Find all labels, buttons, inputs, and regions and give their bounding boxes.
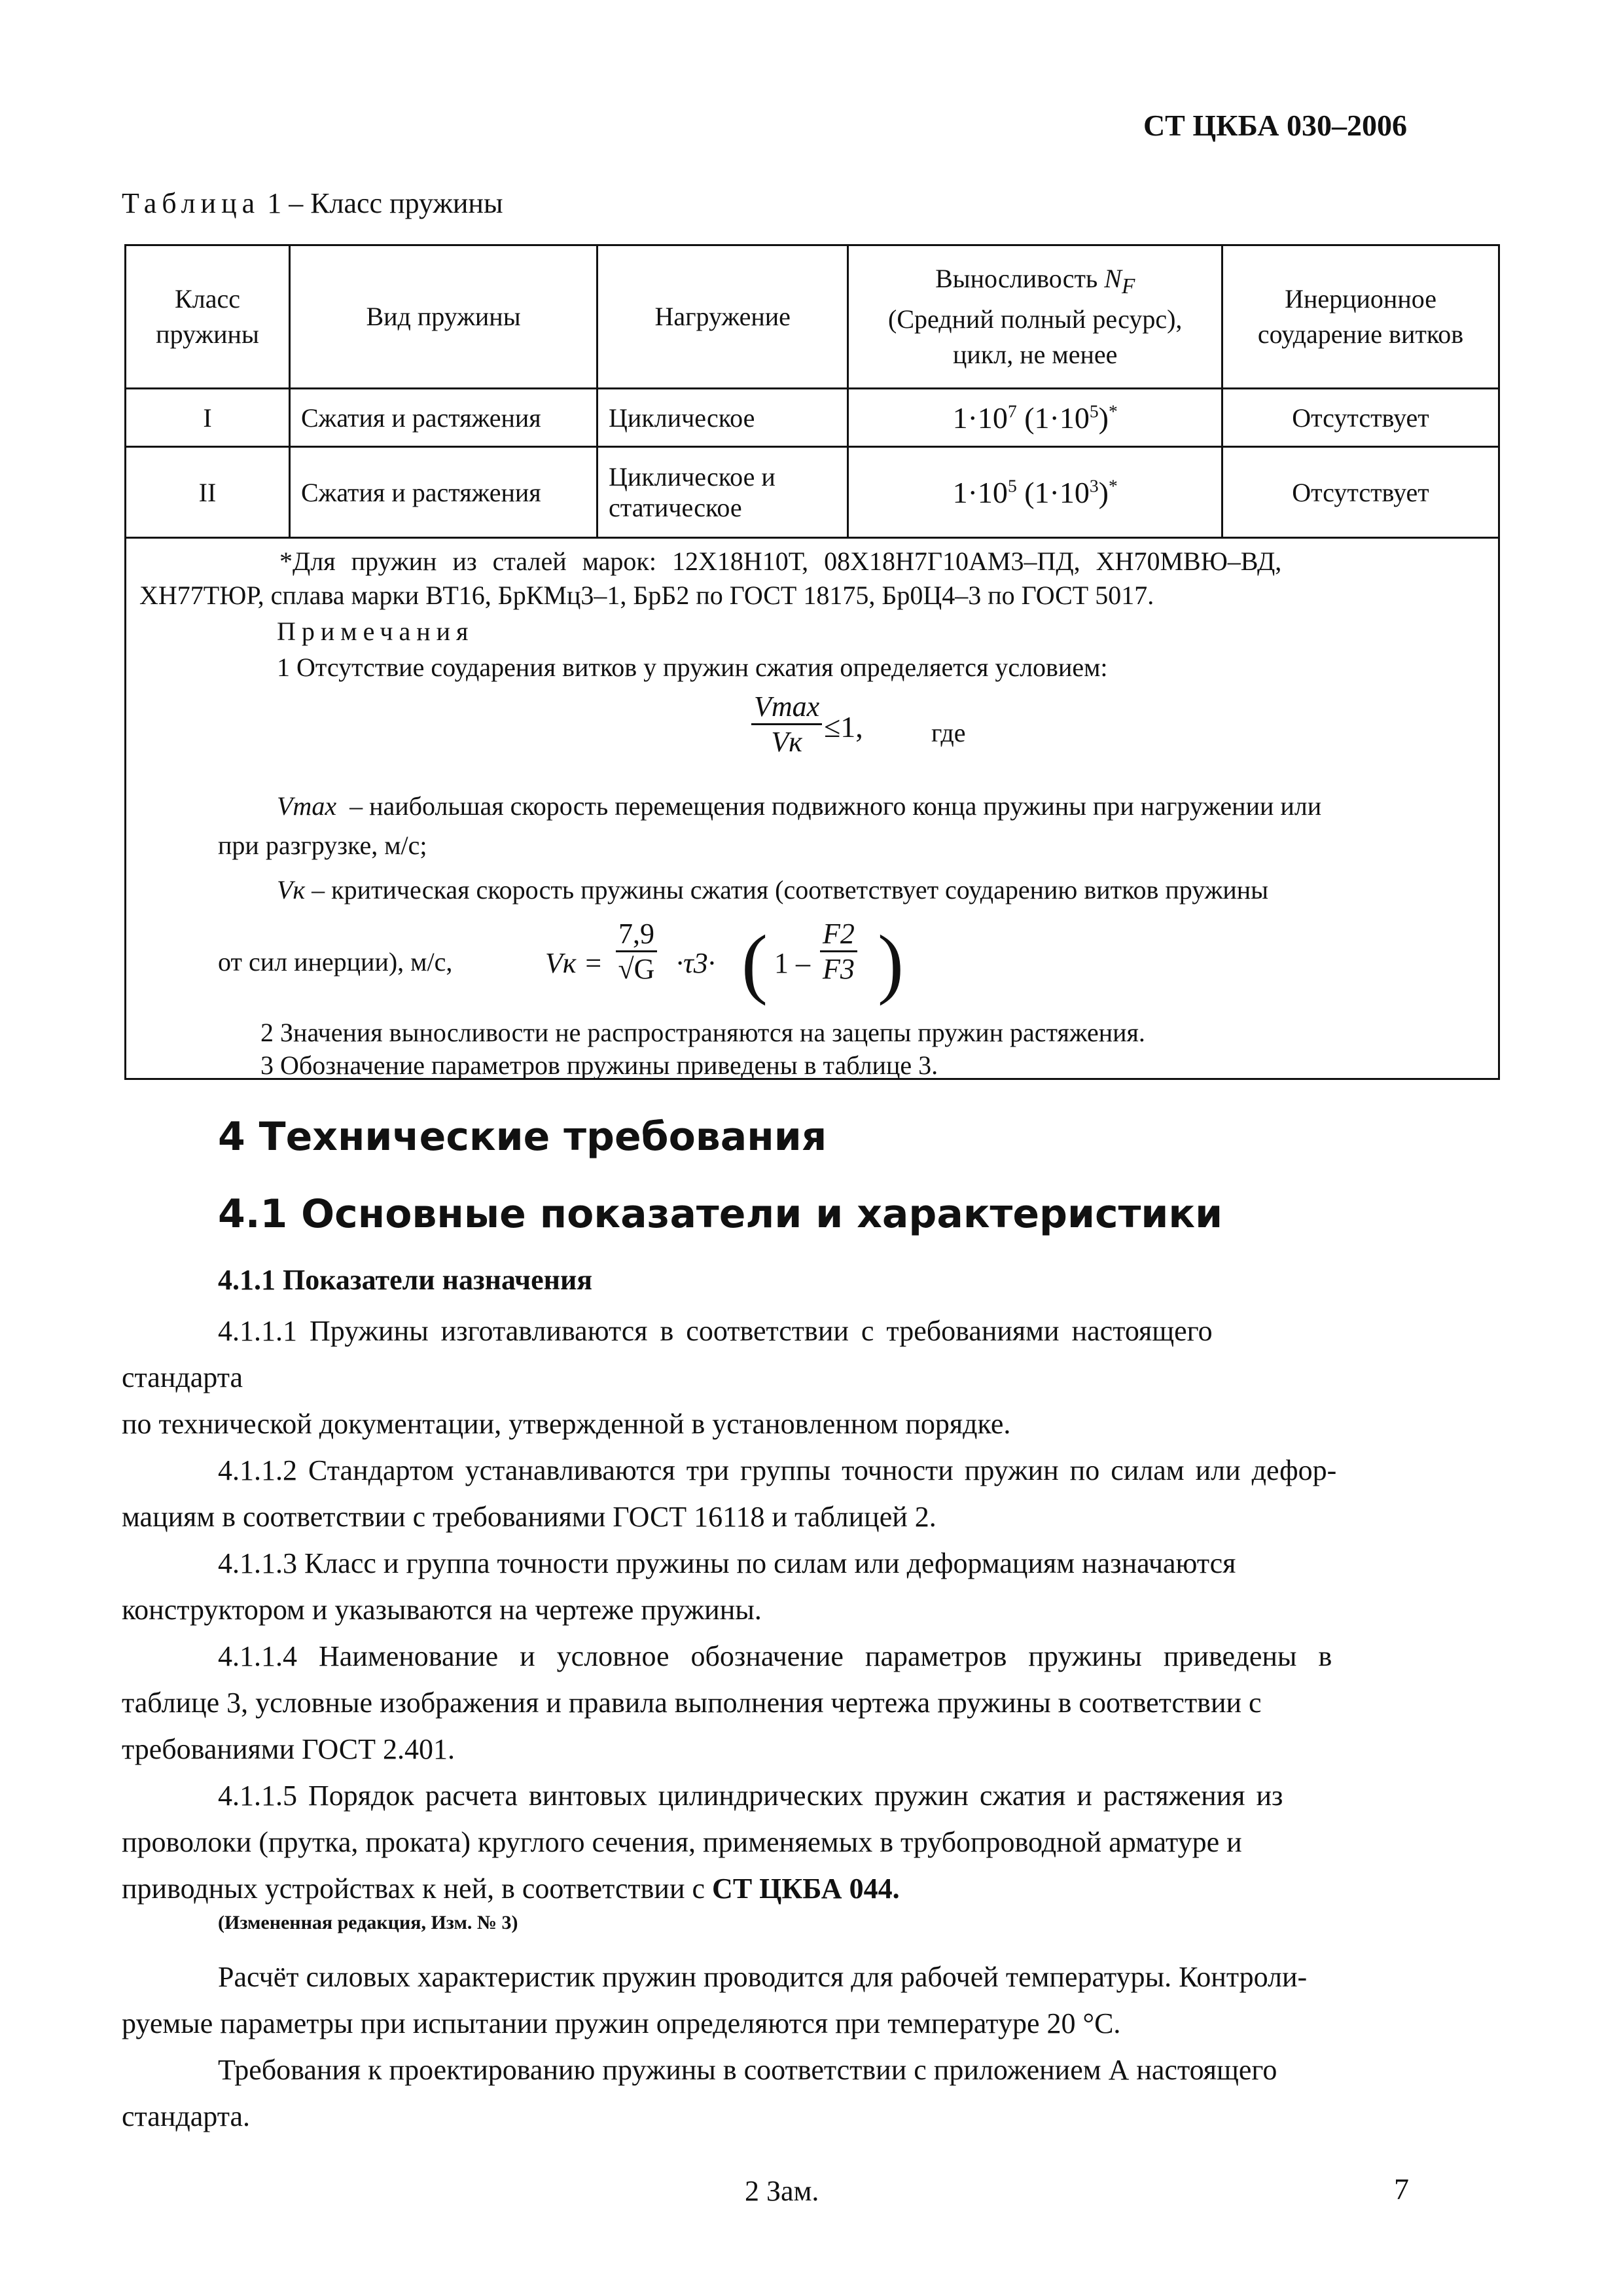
section-4-title: 4 Технические требования: [218, 1114, 827, 1160]
vk-lead: от сил инерции), м/с,: [218, 947, 453, 977]
endurance-base: 1·10: [952, 401, 1008, 435]
vk-formula-mid: ·τ3·: [676, 947, 715, 979]
endurance-alt-exp: 3: [1089, 475, 1099, 496]
endurance-close: ): [1098, 475, 1109, 509]
p1-line2: стандарта: [122, 1361, 243, 1393]
page-number: 7: [1394, 2172, 1409, 2206]
vk-definition: [277, 874, 1268, 905]
section-4-1-title: 4.1 Основные показатели и характеристики: [218, 1191, 1223, 1237]
endurance-exp: 5: [1007, 475, 1017, 496]
endurance-footnote-mark: *: [1109, 475, 1118, 496]
document-code: СТ ЦКБА 030–2006: [1143, 109, 1407, 142]
p5-reference: СТ ЦКБА 044.: [712, 1873, 900, 1905]
p1-line1: 4.1.1.1 Пружины изготавливаются в соответствии с требованиями настоящего: [218, 1315, 1213, 1347]
vk-right-paren: ): [878, 919, 904, 1006]
vk-inner-denominator: F3: [823, 953, 855, 985]
vk-paren-inner: 1 –: [774, 947, 810, 979]
cell-endurance: [848, 447, 1222, 538]
cell-type: Сжатия и растяжения: [290, 389, 597, 447]
condition-numerator: Vmax: [751, 690, 822, 725]
endurance-footnote-mark: *: [1109, 401, 1118, 422]
vk-outer-numerator: 7,9: [616, 917, 657, 952]
footnote-line-1: *Для пружин из сталей марок: 12Х18Н10Т, 08Х18Н7Г10АМ3–ПД, ХН70МВЮ–ВД,: [279, 547, 1282, 576]
table-caption: [122, 187, 503, 220]
p3-line1: 4.1.1.3 Класс и группа точности пружины по силам или деформациям назначаются: [218, 1547, 1236, 1579]
note-2: 2 Значения выносливости не распространяются на зацепы пружин растяжения.: [260, 1018, 1145, 1047]
p1-line3: по технической документации, утвержденной в установленном порядке.: [122, 1408, 1011, 1440]
table-notes: [124, 534, 1500, 1080]
vk-inner-fraction: [820, 917, 857, 986]
paragraph-4-1-1-3: [122, 1540, 1496, 1633]
endurance-alt-base: (1·10: [1016, 475, 1090, 509]
vk-formula-lhs: Vк =: [545, 947, 603, 979]
header-endurance-line2: (Средний полный ресурс),: [888, 304, 1183, 334]
condition-fraction: [751, 690, 822, 759]
header-endurance-symbol: N: [1104, 264, 1122, 293]
vk-text: – критическая скорость пружины сжатия (соответствует соударению витков пружины: [312, 875, 1269, 905]
p5-line1: 4.1.1.5 Порядок расчета винтовых цилиндрических пружин сжатия и растяжения из: [218, 1780, 1283, 1812]
p5-line3: приводных устройствах к ней, в соответствии с: [122, 1873, 713, 1905]
condition-where: где: [931, 718, 966, 747]
vk-symbol: Vк: [277, 875, 306, 905]
vk-outer-denominator: √G: [618, 953, 655, 985]
p4-line1: 4.1.1.4 Наименование и условное обозначение параметров пружины приведены в: [218, 1640, 1332, 1672]
p7-line2: стандарта.: [122, 2100, 251, 2132]
condition-relation: ≤1,: [824, 710, 863, 744]
vk-outer-fraction: [616, 917, 657, 986]
vmax-symbol: Vmax: [277, 791, 337, 821]
p4-line3: требованиями ГОСТ 2.401.: [122, 1733, 455, 1765]
endurance-exp: 7: [1007, 401, 1017, 422]
table-caption-rest: 1 – Класс пружины: [260, 187, 503, 219]
paragraph-4-1-1-5: [122, 1772, 1496, 1912]
paragraph-4-1-1-2: [122, 1447, 1496, 1540]
vmax-definition: [277, 791, 1321, 821]
header-endurance: [848, 245, 1222, 389]
paragraph-4-1-1-4: [122, 1633, 1496, 1772]
note-1: 1 Отсутствие соударения витков у пружин сжатия определяется условием:: [277, 653, 1108, 682]
header-endurance-sub: F: [1121, 274, 1135, 298]
vk-inner-numerator: F2: [820, 917, 857, 952]
header-load: Нагружение: [597, 245, 848, 389]
header-endurance-prefix: Выносливость: [935, 264, 1105, 293]
table-caption-word: Таблица: [122, 187, 260, 219]
p5-line2: проволоки (прутка, проката) круглого сечения, применяемых в трубопроводной арматуре и: [122, 1826, 1242, 1858]
cell-endurance: [848, 389, 1222, 447]
p4-line2: таблице 3, условные изображения и правила выполнения чертежа пружины в соответствии с: [122, 1687, 1262, 1719]
endurance-alt-exp: 5: [1089, 401, 1099, 422]
table-row: [126, 447, 1499, 538]
cell-collision: Отсутствует: [1222, 447, 1499, 538]
p6-line2: руемые параметры при испытании пружин определяются при температуре 20 °С.: [122, 2007, 1121, 2039]
condition-denominator: Vк: [771, 726, 802, 758]
vk-left-paren: (: [741, 919, 768, 1006]
header-collision: Инерционное соударение витков: [1222, 245, 1499, 389]
note-3: 3 Обозначение параметров пружины приведены в таблице 3.: [260, 1050, 938, 1080]
paragraph-design: [122, 2047, 1496, 2140]
vmax-text: – наибольшая скорость перемещения подвижного конца пружины при нагружении или: [349, 791, 1322, 821]
cell-class: I: [126, 389, 290, 447]
vmax-definition-cont: при разгрузке, м/с;: [218, 831, 427, 860]
table-row: [126, 389, 1499, 447]
header-class: Класс пружины: [126, 245, 290, 389]
p2-line2: мациям в соответствии с требованиями ГОСТ 16118 и таблицей 2.: [122, 1501, 936, 1533]
cell-collision: Отсутствует: [1222, 389, 1499, 447]
p6-line1: Расчёт силовых характеристик пружин проводится для рабочей температуры. Контроли-: [218, 1961, 1308, 1993]
table-header-row: [126, 245, 1499, 389]
change-note: (Измененная редакция, Изм. № 3): [218, 1912, 518, 1933]
paragraph-calculation: [122, 1954, 1496, 2047]
section-4-1-1-title: 4.1.1 Показатели назначения: [218, 1264, 593, 1296]
p7-line1: Требования к проектированию пружины в соответствии с приложением А настоящего: [218, 2054, 1277, 2086]
cell-type: Сжатия и растяжения: [290, 447, 597, 538]
cell-load: Циклическое: [597, 389, 848, 447]
cell-load: Циклическое и статическое: [597, 447, 848, 538]
endurance-close: ): [1098, 401, 1109, 435]
spring-class-table: [124, 244, 1500, 539]
change-mark: 2 Зам.: [745, 2175, 819, 2207]
header-endurance-line3: цикл, не менее: [953, 339, 1118, 369]
paragraph-4-1-1-1: [122, 1308, 1496, 1447]
cell-class: II: [126, 447, 290, 538]
notes-title: Примечания: [277, 617, 474, 646]
p3-line2: конструктором и указываются на чертеже пружины.: [122, 1594, 762, 1626]
header-type: Вид пружины: [290, 245, 597, 389]
endurance-alt-base: (1·10: [1016, 401, 1090, 435]
footnote-line-2: ХН77ТЮР, сплава марки ВТ16, БрКМц3–1, БрБ2 по ГОСТ 18175, Бр0Ц4–3 по ГОСТ 5017.: [139, 581, 1154, 610]
p2-line1: 4.1.1.2 Стандартом устанавливаются три группы точности пружин по силам или дефор-: [218, 1454, 1337, 1486]
endurance-base: 1·10: [952, 475, 1008, 509]
